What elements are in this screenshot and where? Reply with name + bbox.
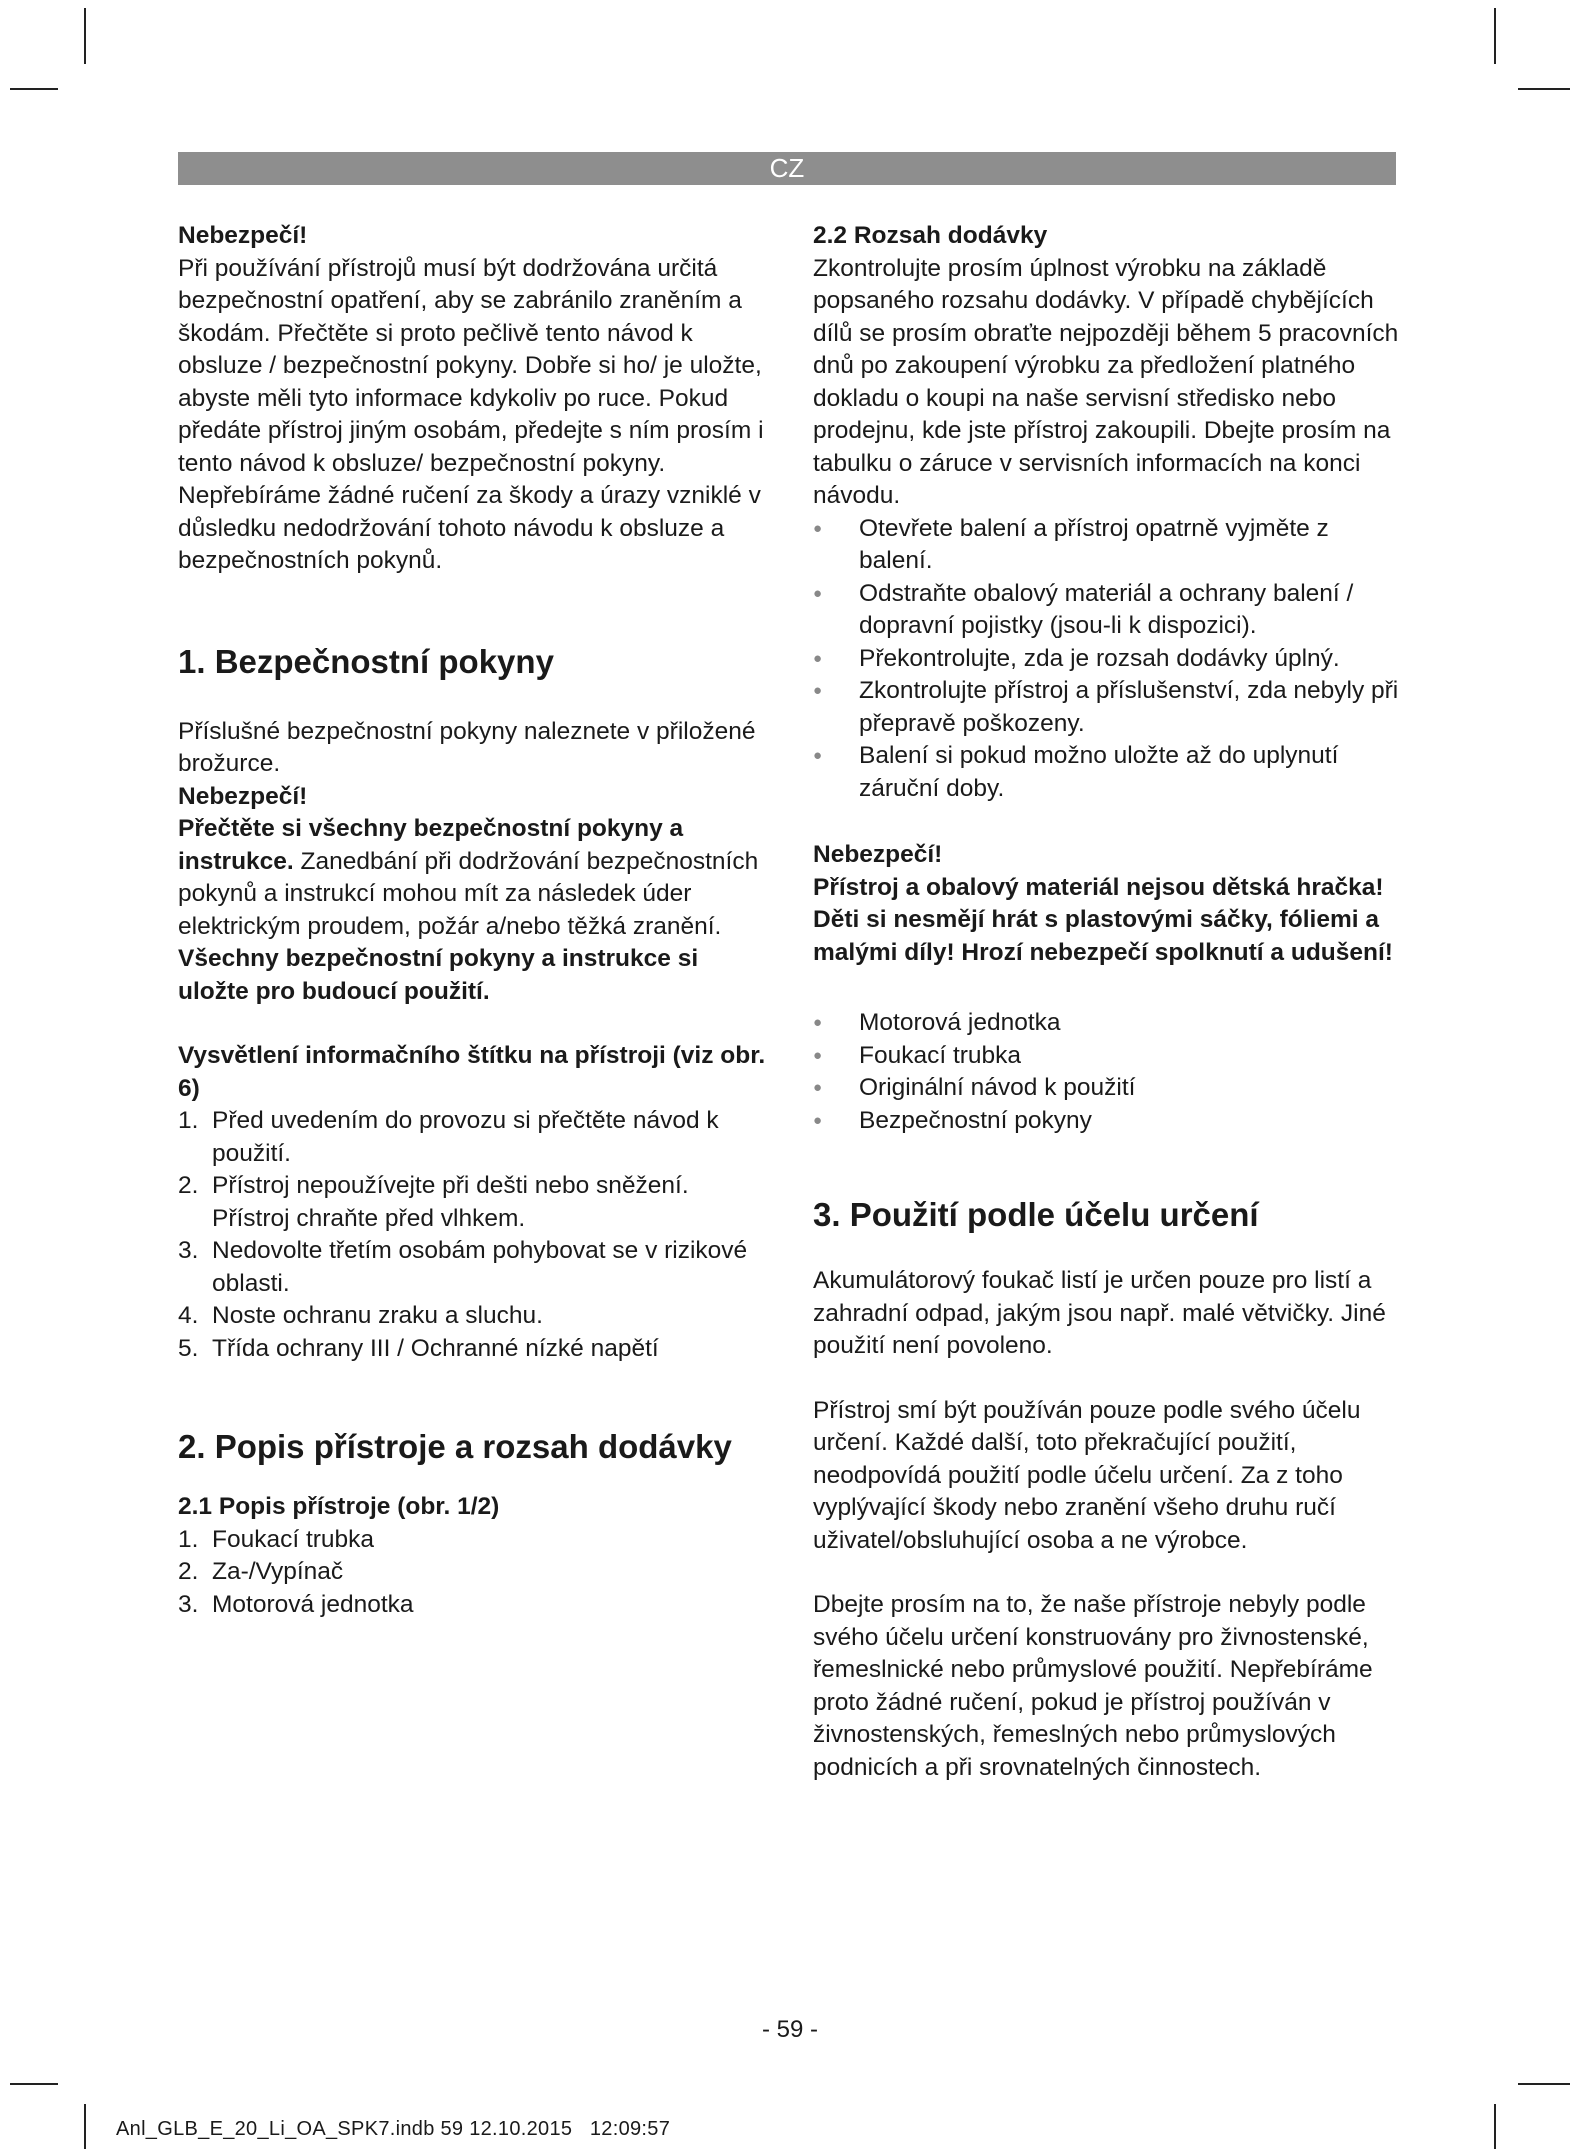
- danger-title: Nebezpečí!: [813, 841, 943, 868]
- language-label: CZ: [769, 153, 805, 183]
- file-name: Anl_GLB_E_20_Li_OA_SPK7.indb 59: [116, 2118, 464, 2140]
- list-item: ● Balení si pokud možno uložte až do uplynutí záruční doby.: [813, 740, 1403, 805]
- list-item: ● Originální návod k použití: [813, 1072, 1403, 1105]
- keep-instructions-bold: Všechny bezpečnostní pokyny a instrukce si uložte pro budoucí použití.: [178, 945, 699, 1005]
- list-item: ● Bezpečnostní pokyny: [813, 1105, 1403, 1138]
- list-item: 5. Třída ochrany III / Ochranné nízké napětí: [178, 1334, 659, 1362]
- crop-mark: [1494, 8, 1496, 64]
- list-item: ● Otevřete balení a přístroj opatrně vyjměte z balení.: [813, 513, 1403, 578]
- label-explanation-title: Vysvětlení informačního štítku na přístroji (viz obr. 6): [178, 1042, 766, 1102]
- safety-warning: [178, 813, 768, 1008]
- delivery-scope-text: Zkontrolujte prosím úplnost výrobku na základě popsaného rozsahu dodávky. V případě chybějících dílů se prosím obraťte nejpozději během 5 pracovních dnů po zakoupení výrobku za předložení platného dokladu o koupi na naše servisní středisko nebo prodejnu, kde jste přístroj zakoupili. Dbejte prosím na tabulku o záruce v servisních informacích na konci návodu.: [813, 254, 1399, 509]
- list-item: 3. Motorová jednotka: [178, 1590, 414, 1618]
- crop-mark: [84, 2104, 86, 2149]
- list-item: 2. Přístroj nepoužívejte při dešti nebo sněžení. Přístroj chraňte před vlhkem.: [178, 1172, 689, 1232]
- crop-mark: [10, 2083, 58, 2085]
- crop-mark: [1518, 88, 1570, 90]
- danger-text: Při používání přístrojů musí být dodržována určitá bezpečnostní opatření, aby se zabránilo zraněním a škodám. Přečtěte si proto pečlivě tento návod k obsluze / bezpečnostní pokyny. Dobře si ho/ je uložte, abyste měli tyto informace kdykoliv po ruce. Pokud předáte přístroj jiným osobám, předejte s ním prosím i tento návod k obsluze/ bezpečnostní pokyny. Nepřebíráme žádné ručení za škody a úrazy vzniklé v důsledku nedodržování tohoto návodu k obsluze a bezpečnostních pokynů.: [178, 254, 764, 574]
- label-explanation-list: [178, 1105, 768, 1365]
- crop-mark: [84, 8, 86, 64]
- list-item: 3. Nedovolte třetím osobám pohybovat se v rizikové oblasti.: [178, 1237, 748, 1297]
- language-header-bar: [178, 152, 1396, 185]
- left-column: [178, 220, 768, 1621]
- device-parts-list: [178, 1524, 768, 1622]
- unpacking-steps-list: [813, 513, 1403, 806]
- list-item: ● Překontrolujte, zda je rozsah dodávky úplný.: [813, 643, 1403, 676]
- choking-warning: Přístroj a obalový materiál nejsou dětská hračka! Děti si nesmějí hrát s plastovými sáčky, fóliemi a malými díly! Hrozí nebezpečí spolknutí a udušení!: [813, 873, 1393, 966]
- intended-use-text: Přístroj smí být používán pouze podle svého účelu určení. Každé další, toto překračující použití, neodpovídá použití podle účelu určení. Za z toho vyplývající škody nebo zranění všeho druhu ručí uživatel/obsluhující osoba a ne výrobce.: [813, 1396, 1361, 1554]
- list-item: 1. Foukací trubka: [178, 1525, 375, 1553]
- page-number: - 59 -: [761, 2016, 818, 2043]
- danger-title: Nebezpečí!: [178, 782, 308, 810]
- list-item: 1. Před uvedením do provozu si přečtěte návod k použití.: [178, 1107, 719, 1167]
- intended-use-text: Dbejte prosím na to, že naše přístroje nebyly podle svého účelu určení konstruovány pro živnostenské, řemeslnické nebo průmyslové použití. Nepřebíráme proto žádné ručení, pokud je přístroj používán v živnostenských, řemeslných nebo průmyslových podnicích a při srovnatelných činnostech.: [813, 1591, 1373, 1781]
- list-item: ● Odstraňte obalový materiál a ochrany balení / dopravní pojistky (jsou-li k dispozici).: [813, 578, 1403, 643]
- crop-mark: [1518, 2083, 1570, 2085]
- intended-use-text: Akumulátorový foukač listí je určen pouze pro listí a zahradní odpad, jakým jsou např. malé větvičky. Jiné použití není povoleno.: [813, 1267, 1386, 1359]
- package-contents-list: [813, 1007, 1403, 1137]
- print-slug: [116, 2118, 670, 2141]
- print-date: 12.10.2015: [469, 2118, 573, 2140]
- right-column: [813, 220, 1403, 1784]
- section-2-2-title: 2.2 Rozsah dodávky: [813, 222, 1048, 249]
- list-item: ● Zkontrolujte přístroj a příslušenství, zda nebyly při přepravě poškozeny.: [813, 675, 1403, 740]
- print-time: 12:09:57: [589, 2118, 671, 2140]
- crop-mark: [10, 88, 58, 90]
- list-item: 4. Noste ochranu zraku a sluchu.: [178, 1302, 543, 1329]
- list-item: ● Motorová jednotka: [813, 1007, 1403, 1040]
- list-item: 2. Za-/Vypínač: [178, 1558, 344, 1585]
- section-3-heading: 3. Použití podle účelu určení: [813, 1196, 1259, 1233]
- read-instructions-text: Zanedbání při dodržování bezpečnostních pokynů a instrukcí mohou mít za následek úder elektrickým proudem, požár a/nebo těžká zranění.: [178, 847, 759, 940]
- section-2-1-title: 2.1 Popis přístroje (obr. 1/2): [178, 1493, 500, 1520]
- safety-intro: Příslušné bezpečnostní pokyny naleznete v přiložené brožurce.: [178, 717, 756, 777]
- read-instructions-bold: Přečtěte si všechny bezpečnostní pokyny a instrukce.: [178, 815, 684, 875]
- section-2-heading: 2. Popis přístroje a rozsah dodávky: [178, 1428, 732, 1465]
- list-item: ● Foukací trubka: [813, 1040, 1403, 1073]
- danger-title: Nebezpečí!: [178, 222, 308, 249]
- section-1-heading: 1. Bezpečnostní pokyny: [178, 642, 554, 680]
- crop-mark: [1494, 2104, 1496, 2149]
